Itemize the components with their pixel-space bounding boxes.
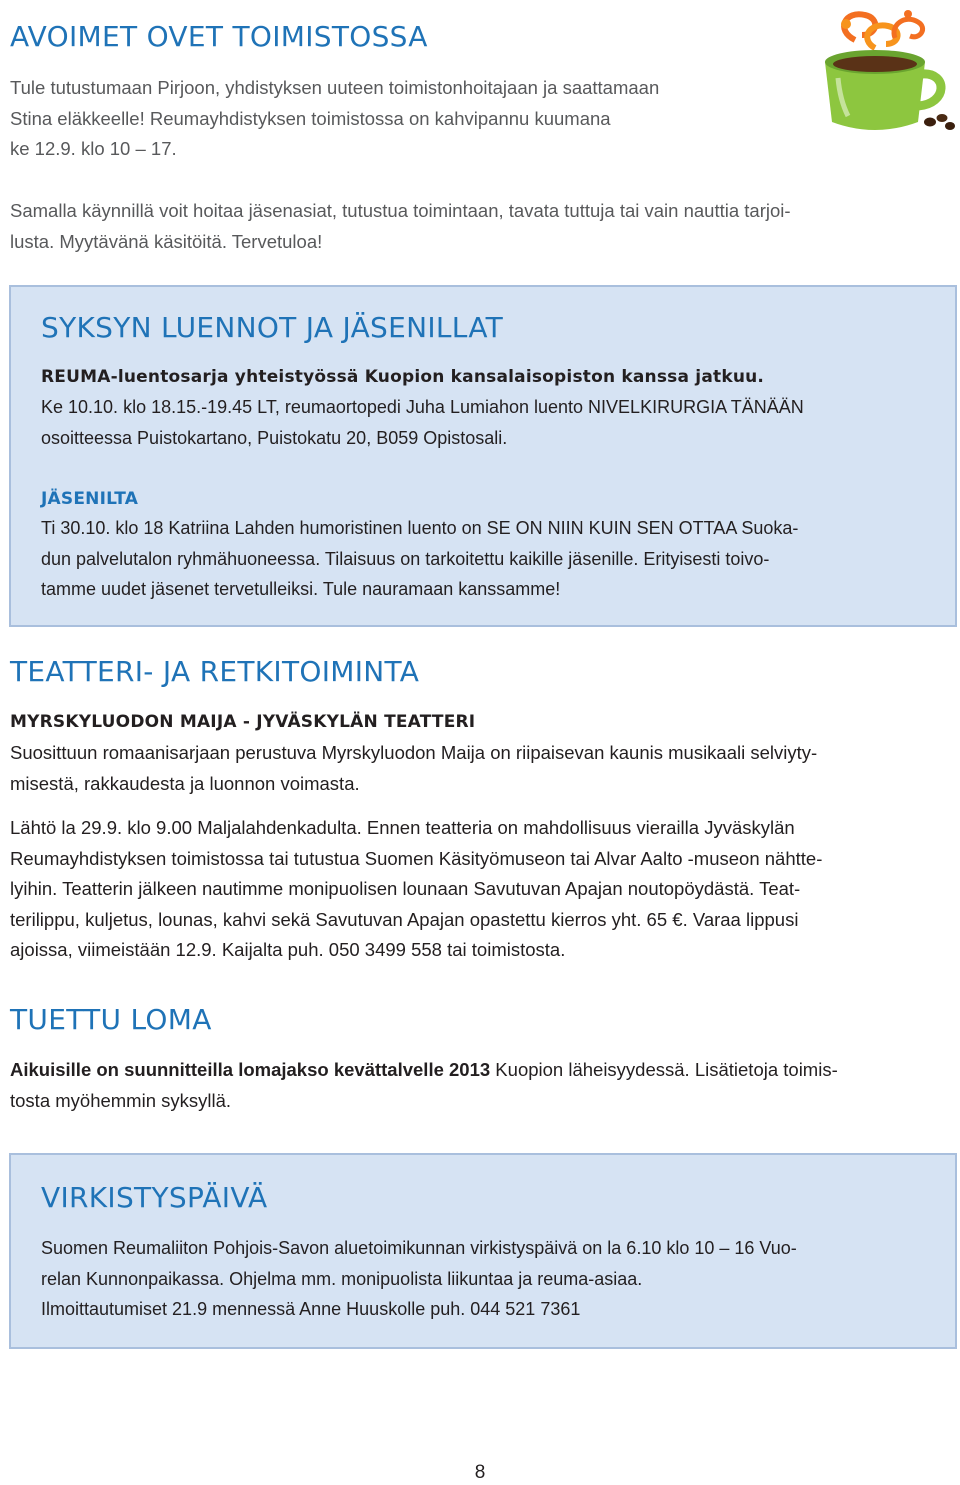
theatre-line: Reumayhdistyksen toimistossa tai tutustua Suomen Käsityömuseon tai Alvar Aalto -museon nähtte- <box>10 847 823 869</box>
theatre-line: terilippu, kuljetus, lounas, kahvi sekä Savutuvan Apajan opastettu kierros yht. 65 €. Varaa lippusi <box>10 908 799 930</box>
office-line: Samalla käynnillä voit hoitaa jäsenasiat, tutustua toimintaan, tavata tuttuja tai vain nauttia tarjoi- <box>10 200 791 221</box>
holiday-line <box>10 1055 838 1086</box>
office-line: ke 12.9. klo 10 – 17. <box>10 138 177 159</box>
theatre-line: lyihin. Teatterin jälkeen nautimme monipuolisen lounaan Savutuvan Apajan noutopöydästä. Teat- <box>10 878 801 899</box>
holiday-line-2: tosta myöhemmin syksyllä. <box>10 1089 232 1111</box>
lectures-title: SYKSYN LUENNOT JA JÄSENILLAT <box>41 311 504 344</box>
evening-line: Ti 30.10. klo 18 Katriina Lahden humoristinen luento on SE ON NIIN KUIN SEN OTTAA Suoka- <box>41 518 799 538</box>
lectures-box <box>9 285 957 627</box>
recreation-line: relan Kunnonpaikassa. Ohjelma mm. monipuolista liikuntaa ja reuma-asiaa. <box>41 1268 643 1289</box>
coffee-cup-icon <box>800 0 960 140</box>
evening-text <box>41 513 798 605</box>
theatre-line: Suosittuun romaanisarjaan perustuva Myrskyluodon Maija on riipaisevan kaunis musikaali selviyty- <box>10 742 818 763</box>
theatre-title: TEATTERI- JA RETKITOIMINTA <box>10 655 420 688</box>
theatre-line: misestä, rakkaudesta ja luonnon voimasta. <box>10 772 360 794</box>
lectures-subtitle: REUMA-luentosarja yhteistyössä Kuopion kansalaisopiston kanssa jatkuu. <box>41 367 765 387</box>
evening-line: dun palvelutalon ryhmähuoneessa. Tilaisuus on tarkoitettu kaikille jäsenille. Erityisesti toivo- <box>41 548 770 569</box>
office-text <box>10 73 659 165</box>
page-number: 8 <box>474 1462 486 1483</box>
holiday-title: TUETTU LOMA <box>10 1003 212 1036</box>
recreation-text <box>41 1233 797 1325</box>
evening-line: tamme uudet jäsenet tervetulleiksi. Tule nauramaan kanssamme! <box>41 579 561 599</box>
theatre-subtitle: MYRSKYLUODON MAIJA - JYVÄSKYLÄN TEATTERI <box>10 712 476 732</box>
theatre-text <box>10 738 817 799</box>
recreation-line: Ilmoittautumiset 21.9 mennessä Anne Huuskolle puh. 044 521 7361 <box>41 1299 581 1319</box>
theatre-text-2 <box>10 813 822 966</box>
holiday-text <box>10 1055 838 1116</box>
office-text-2 <box>10 196 791 257</box>
theatre-line: ajoissa, viimeistään 12.9. Kaijalta puh. 050 3499 558 tai toimistosta. <box>10 939 566 960</box>
lectures-text <box>41 392 804 453</box>
office-line: lusta. Myytävänä käsitöitä. Tervetuloa! <box>10 230 323 252</box>
holiday-rest: Kuopion läheisyydessä. Lisätietoja toimis- <box>490 1059 838 1080</box>
office-line: Stina eläkkeelle! Reumayhdistyksen toimistossa on kahvipannu kuumana <box>10 107 611 129</box>
theatre-line: Lähtö la 29.9. klo 9.00 Maljalahdenkadulta. Ennen teatteria on mahdollisuus vierailla Jyväskylän <box>10 817 795 838</box>
lectures-line: osoitteessa Puistokartano, Puistokatu 20, B059 Opistosali. <box>41 427 508 448</box>
lectures-line: Ke 10.10. klo 18.15.-19.45 LT, reumaortopedi Juha Lumiahon luento NIVELKIRURGIA TÄNÄÄN <box>41 397 804 417</box>
evening-title: JÄSENILTA <box>41 489 139 509</box>
recreation-box <box>9 1153 957 1349</box>
office-line: Tule tutustumaan Pirjoon, yhdistyksen uuteen toimistonhoitajaan ja saattamaan <box>10 77 660 98</box>
recreation-line: Suomen Reumaliiton Pohjois-Savon aluetoimikunnan virkistyspäivä on la 6.10 klo 10 – 16 Vuo- <box>41 1238 797 1258</box>
recreation-title: VIRKISTYSPÄIVÄ <box>41 1181 268 1214</box>
holiday-bold: Aikuisille on suunnitteilla lomajakso kevättalvelle 2013 <box>10 1059 491 1080</box>
office-title: AVOIMET OVET TOIMISTOSSA <box>10 20 428 53</box>
